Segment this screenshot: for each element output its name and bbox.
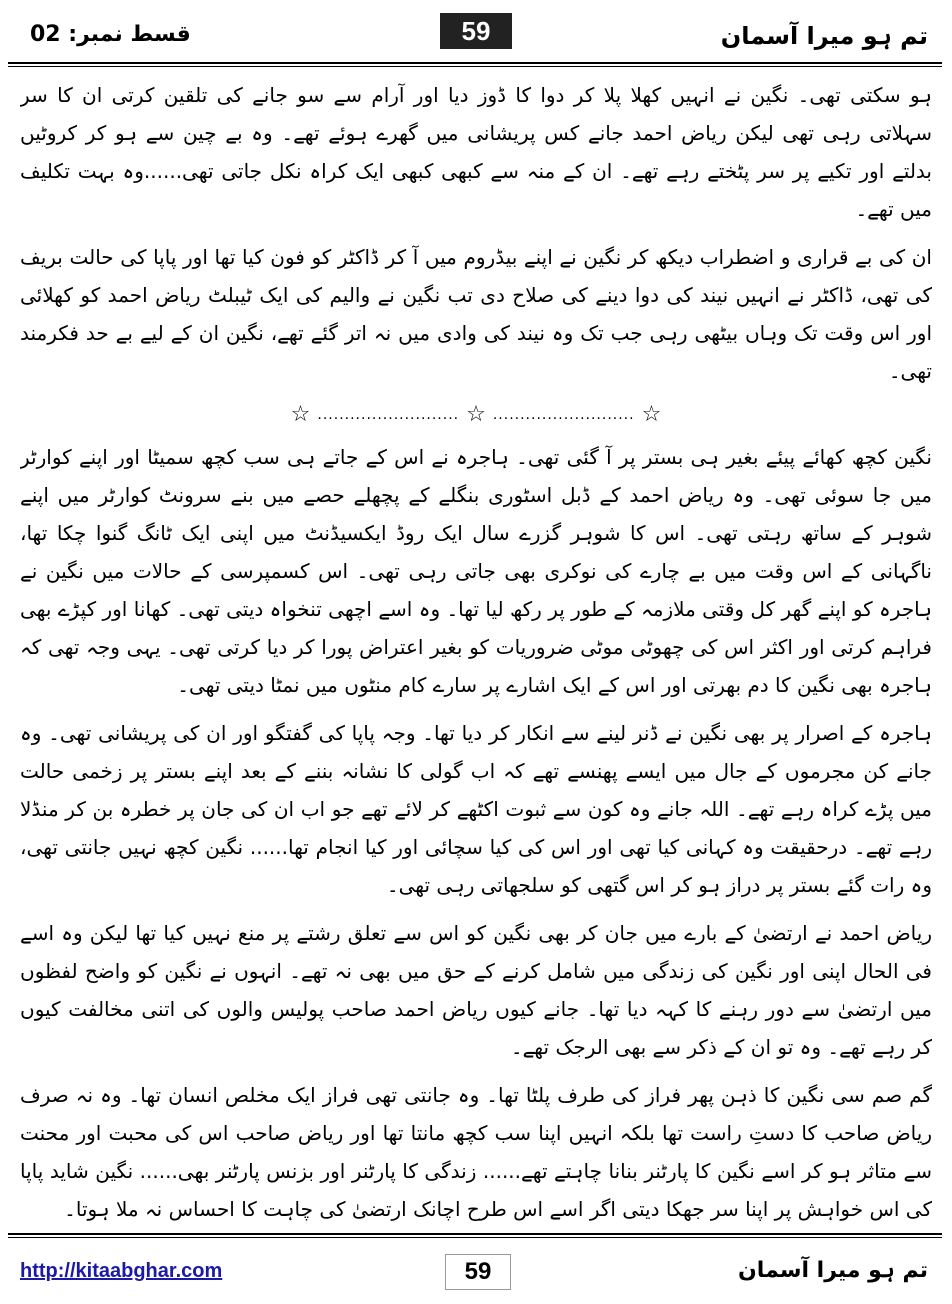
paragraph: ہو سکتی تھی۔ نگین نے انہیں کھلا پلا کر دوا کا ڈوز دیا اور آرام سے سو جانے کی تلقین کرتی ان کا سر سہلاتی رہی تھی لیکن ریاض احمد جانے کس پریشانی میں گھرے ہوئے تھے۔ وہ بے چین سے ہو کر کروٹیں بدلتے اور تکیے پر سر پٹختے رہے تھے۔ ان کے منہ سے کبھی کبھی ایک کراہ نکل جاتی تھی......وہ بہت تکلیف میں تھے۔ <box>20 83 932 221</box>
footer-rule-thin <box>8 1237 942 1238</box>
footer-title: تم ہو میرا آسمان <box>738 1258 928 1283</box>
header-rule-thin <box>8 66 942 67</box>
dotted-line: .......................... <box>317 407 460 423</box>
article-body <box>20 76 932 1226</box>
page-footer <box>0 1244 952 1304</box>
star-icon: ☆ <box>641 402 662 427</box>
episode-number: قسط نمبر: 02 <box>30 22 191 47</box>
header-page-number: 59 <box>440 13 512 49</box>
star-icon: ☆ <box>290 402 311 427</box>
paragraph: ریاض احمد نے ارتضیٰ کے بارے میں جان کر بھی نگین کو اس سے تعلق رشتے پر منع نہیں کیا تھا لیکن وہ اسے فی الحال اپنی اور نگین کی زندگی میں شامل کرنے کے حق میں بھی نہ تھے۔ انہوں نے نگین کو واضح لفظوں میں ارتضیٰ سے دور رہنے کا کہہ دیا تھا۔ جانے کیوں ریاض احمد صاحب پولیس والوں کی اتنی مخالفت کیوں کر رہے تھے۔ وہ تو ان کے ذکر سے بھی الرجک تھے۔ <box>20 921 932 1059</box>
header-title: تم ہو میرا آسمان <box>720 22 928 50</box>
section-separator <box>20 400 932 430</box>
website-link[interactable]: http://kitaabghar.com <box>20 1260 223 1282</box>
page-header <box>0 0 952 64</box>
header-rule <box>8 62 942 64</box>
paragraph: ہاجرہ کے اصرار پر بھی نگین نے ڈنر لینے سے انکار کر دیا تھا۔ وجہ پاپا کی گفتگو اور ان کی پریشانی تھی۔ وہ جانے کن مجرموں کے جال میں ایسے پھنسے تھے کہ اب گولی کا نشانہ بننے کے بعد اپنے بستر پر زخمی حالت میں پڑے کراہ رہے تھے۔ اللہ جانے وہ کون سے ثبوت اکٹھے کر لائے تھے جو اب ان کی جان پر خطرہ بن کر منڈلا رہے تھے۔ درحقیقت وہ کہانی کیا تھی اور اس کی کیا سچائی اور کیا انجام تھا...... نگین کچھ نہیں جانتی تھی، وہ رات گئے بستر پر دراز ہو کر اس گتھی کو سلجھاتی رہی تھی۔ <box>20 721 932 897</box>
paragraph: ان کی بے قراری و اضطراب دیکھ کر نگین نے اپنے بیڈروم میں آ کر ڈاکٹر کو فون کیا تھا اور پاپا کی حالت بریف کی تھی، ڈاکٹر نے انہیں نیند کی دوا دینے کی صلاح دی تب نگین نے والیم کی ایک ٹیبلٹ ریاض احمد کو کھلائی اور اس وقت تک وہاں بیٹھی رہی جب تک وہ نیند کی وادی میں نہ اتر گئے تھے، نگین ان کے لیے بے حد فکرمند تھی۔ <box>20 245 932 383</box>
paragraph: نگین کچھ کھائے پیئے بغیر ہی بستر پر آ گئی تھی۔ ہاجرہ نے اس کے جاتے ہی سب کچھ سمیٹا اور اپنے کوارٹر میں جا سوئی تھی۔ وہ ریاض احمد کے ڈبل اسٹوری بنگلے کے پچھلے حصے میں بنے سرونٹ کوارٹر میں اپنے شوہر کے ساتھ رہتی تھی۔ اس کا شوہر گزرے سال ایک روڈ ایکسیڈنٹ میں اپنی ایک ٹانگ گنوا چکا تھا، ناگہانی کے اس وقت میں بے چارے کی نوکری بھی جاتی رہی تھی۔ اس کسمپرسی کے حالات میں نگین نے ہاجرہ کو اپنے گھر کل وقتی ملازمہ کے طور پر رکھ لیا تھا۔ وہ اسے اچھی تنخواہ دیتی تھی۔ کھانا اور کپڑے بھی فراہم کرتی اور اکثر اس کی چھوٹی موٹی ضروریات کو بغیر اعتراض پورا کر دیا کرتی تھی۔ یہی وجہ تھی کہ ہاجرہ بھی نگین کا دم بھرتی اور اس کے ایک اشارے پر سارے کام منٹوں میں نمٹا دیتی تھی۔ <box>20 445 932 697</box>
footer-rule <box>8 1233 942 1235</box>
dotted-line: .......................... <box>492 407 635 423</box>
paragraph: گم صم سی نگین کا ذہن پھر فراز کی طرف پلٹا تھا۔ وہ جانتی تھی فراز ایک مخلص انسان تھا۔ وہ نہ صرف ریاض صاحب کا دستِ راست تھا بلکہ انہیں اپنا سب کچھ مانتا تھا اور ریاض صاحب اس کی محبت اور محنت سے متاثر ہو کر اسے نگین کا پارٹنر بنانا چاہتے تھے...... زندگی کا پارٹنر اور بزنس پارٹنر بھی...... نگین شاید پاپا کی اس خواہش پر اپنا سر جھکا دیتی اگر اسے اس طرح اچانک ارتضیٰ کی چاہت کا احساس نہ ملا ہوتا۔ <box>20 1083 932 1221</box>
star-icon: ☆ <box>466 402 486 427</box>
footer-page-number: 59 <box>445 1254 511 1290</box>
